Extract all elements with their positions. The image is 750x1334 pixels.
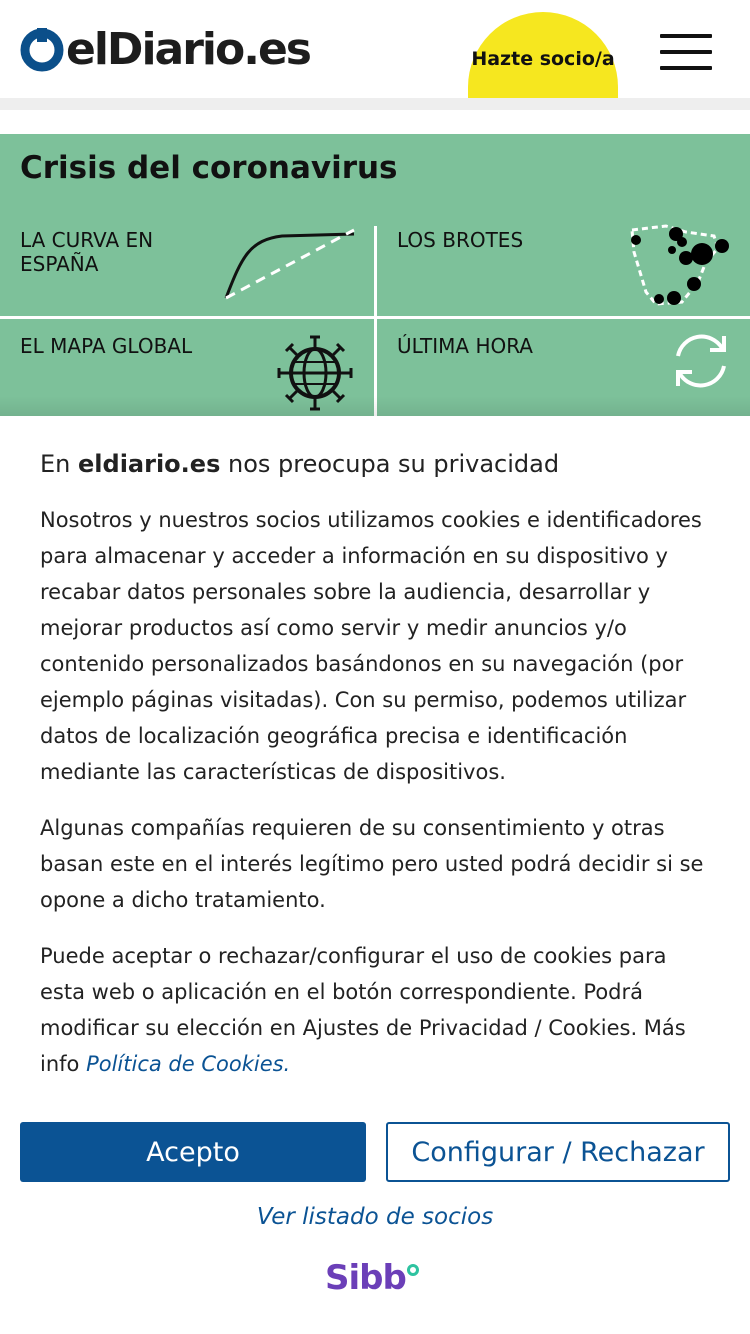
logo-text: elDiario.es xyxy=(66,24,310,75)
consent-paragraph-1: Nosotros y nuestros socios utilizamos cookies e identificadores para almacenar y acceder a información en su dispositivo y recabar datos personales sobre la audiencia, desarrollar y mejorar productos así como servir y medir anuncios y/o contenido personalizados basándonos en su navegación (por ejemplo páginas visitadas). Con su permiso, podemos utilizar datos de localización geográfica precisa e identificación mediante las características de dispositivos. xyxy=(40,508,702,784)
paragraph-3-text: Puede aceptar o rechazar/configurar el uso de cookies para esta web o aplicación en el botón correspondiente. Podrá modificar su elección en Ajustes de Privacidad / Cookies. Más info xyxy=(40,944,686,1076)
header-divider xyxy=(0,98,750,110)
title-suffix: nos preocupa su privacidad xyxy=(228,450,560,478)
consent-paragraph-2: Algunas compañías requieren de su consentimiento y otras basan este en el interés legítimo pero usted podrá decidir si se opone a dicho tratamiento. xyxy=(40,816,704,912)
cookie-consent-dialog xyxy=(0,416,750,1334)
sibbo-logo xyxy=(325,1258,419,1298)
horizontal-divider xyxy=(0,316,750,319)
site-header xyxy=(0,0,750,98)
refresh-icon xyxy=(670,330,732,392)
consent-title xyxy=(40,450,559,478)
panel-title: Crisis del coronavirus xyxy=(20,150,398,186)
hazte-socio-button[interactable]: Hazte socio/a xyxy=(468,12,618,98)
partners-list-link[interactable]: Ver listado de socios xyxy=(256,1204,494,1230)
panel-shadow xyxy=(0,396,750,416)
sibbo-logo-text: Sibb xyxy=(325,1258,406,1298)
logo-mark-icon xyxy=(20,28,64,72)
cell-label: ÚLTIMA HORA xyxy=(397,334,533,358)
accept-button[interactable]: Acepto xyxy=(20,1122,366,1182)
configure-reject-button[interactable]: Configurar / Rechazar xyxy=(386,1122,730,1182)
spain-map-icon xyxy=(626,222,732,306)
cell-label: LOS BROTES xyxy=(397,228,524,252)
cookie-policy-link[interactable]: Política de Cookies. xyxy=(86,1052,291,1076)
title-brand: eldiario.es xyxy=(78,450,221,478)
sibbo-dot-icon xyxy=(407,1264,419,1276)
site-logo[interactable] xyxy=(20,26,310,74)
hamburger-menu-icon[interactable] xyxy=(660,34,712,70)
curve-chart-icon xyxy=(222,226,358,300)
cell-label: LA CURVA EN ESPAÑA xyxy=(20,228,154,276)
vertical-divider xyxy=(374,226,377,416)
title-prefix: En xyxy=(40,450,71,478)
coronavirus-panel xyxy=(0,134,750,416)
cell-label: EL MAPA GLOBAL xyxy=(20,334,193,358)
consent-paragraph-3 xyxy=(40,938,710,1082)
